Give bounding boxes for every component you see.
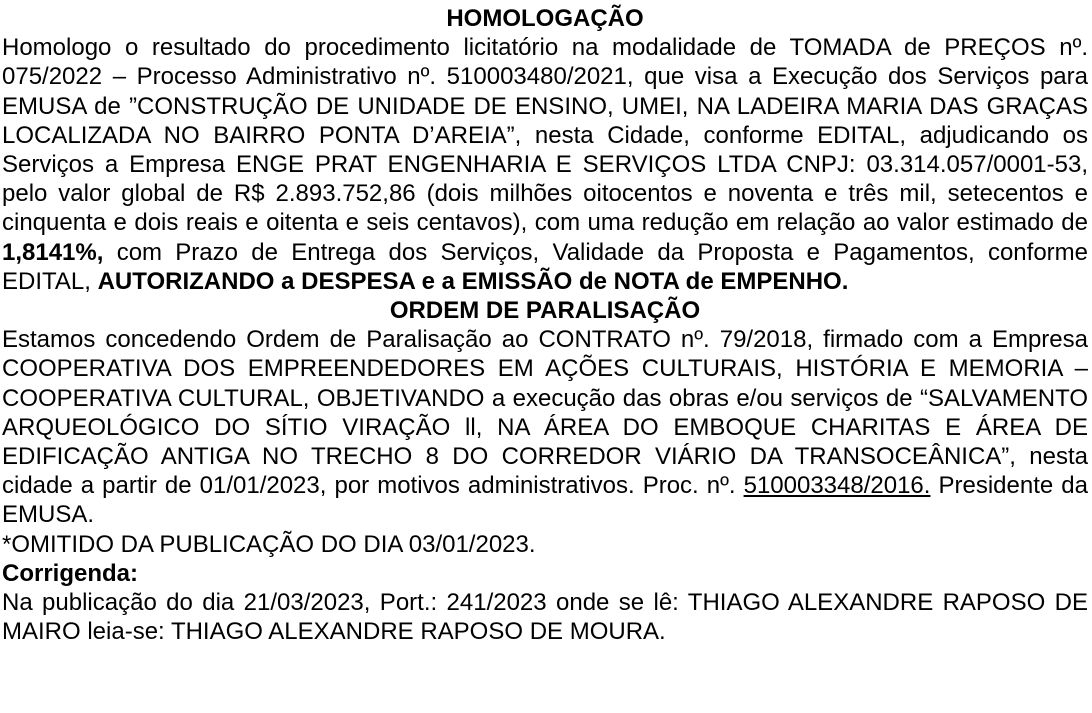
- homologacao-authorization: AUTORIZANDO a DESPESA e a EMISSÃO de NOTA de EMPENHO.: [97, 267, 849, 295]
- ordem-text-1: Estamos concedendo Ordem de Paralisação ao CONTRATO nº. 79/2018, firmado com a Empresa COOPERATIVA DOS EMPREENDEDORES EM AÇÕES CULTURAIS, HISTÓRIA E MEMORIA – COOPERATIVA CULTURAL, OBJETIVANDO a execução das obras e/ou serviços de “SALVAMENTO ARQUEOLÓGICO DO SÍTIO VIRAÇÃO ll, NA ÁREA DO EMBOQUE CHARITAS E ÁREA DE EDIFICAÇÃO ANTIGA NO TRECHO 8 DO CORREDOR VIÁRIO DA TRANSOCEÂNICA”, nesta cidade a partir de 01/01/2023, por motivos administrativos. Proc. nº.: [2, 326, 1088, 500]
- ordem-text-2: Presidente da EMUSA.: [2, 472, 1088, 529]
- ordem-proc-number: 510003348/2016.: [743, 472, 931, 500]
- ordem-title: ORDEM DE PARALISAÇÃO: [389, 297, 701, 325]
- homologacao-title: HOMOLOGAÇÃO: [446, 5, 644, 32]
- corrigenda-paragraph: Na publicação do dia 21/03/2023, Port.: 241/2023 onde se lê: THIAGO ALEXANDRE RAPOSO DE MAIRO leia-se: THIAGO ALEXANDRE RAPOSO DE MOURA.: [2, 589, 1088, 646]
- corrigenda-title: Corrigenda:: [2, 559, 139, 587]
- homologacao-paragraph: [2, 33, 1088, 296]
- homologacao-text-2: com Prazo de Entrega dos Serviços, Validade da Proposta e Pagamentos, conforme EDITAL,: [2, 238, 1088, 295]
- homologacao-text-1: Homologo o resultado do procedimento licitatório na modalidade de TOMADA de PREÇOS nº. 075/2022 – Processo Administrativo nº. 510003480/2021, que visa a Execução dos Serviços para EMUSA de ”CONSTRUÇÃO DE UNIDADE DE ENSINO, UMEI, NA LADEIRA MARIA DAS GRAÇAS LOCALIZADA NO BAIRRO PONTA D’AREIA”, nesta Cidade, conforme EDITAL, adjudicando os Serviços a Empresa ENGE PRAT ENGENHARIA E SERVIÇOS LTDA CNPJ: 03.314.057/0001-53, pelo valor global de R$ 2.893.752,86 (dois milhões oitocentos e noventa e três mil, setecentos e cinquenta e dois reais e oitenta e seis centavos), com uma redução em relação ao valor estimado de: [2, 34, 1088, 237]
- ordem-omitido-note: *OMITIDO DA PUBLICAÇÃO DO DIA 03/01/2023.: [2, 530, 536, 558]
- ordem-paragraph: [2, 325, 1088, 529]
- homologacao-percent: 1,8141%,: [2, 238, 104, 266]
